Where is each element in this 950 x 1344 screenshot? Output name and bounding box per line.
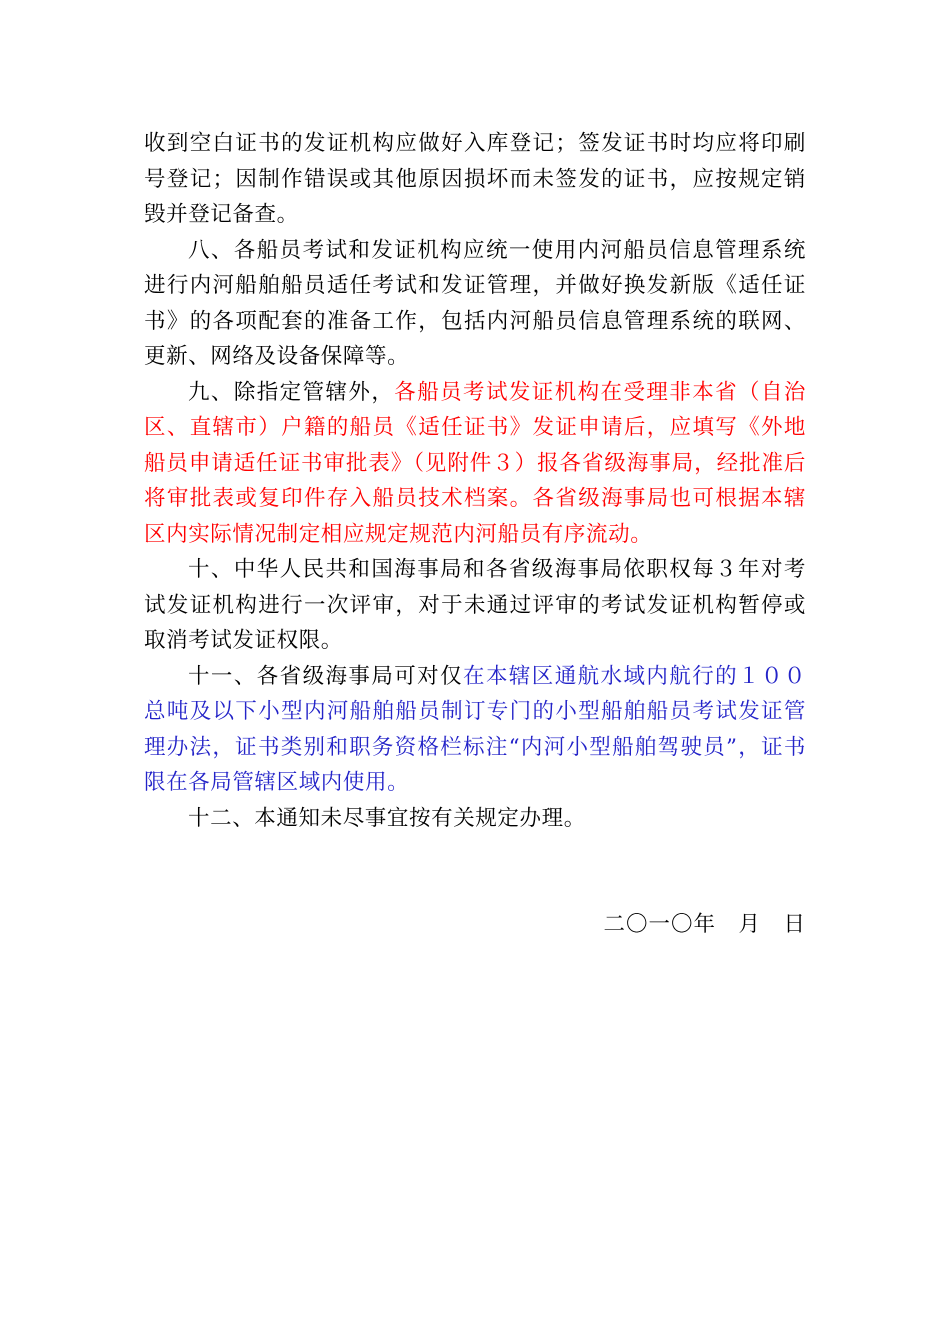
paragraph-8: 八、各船员考试和发证机构应统一使用内河船员信息管理系统进行内河船舶船员适任考试和发证管理，并做好换发新版《适任证书》的各项配套的准备工作，包括内河船员信息管理系统的联网、更新、网络及设备保障等。 [144, 237, 806, 369]
paragraph-continuation: 收到空白证书的发证机构应做好入库登记；签发证书时均应将印刷号登记；因制作错误或其他原因损坏而未签发的证书，应按规定销毁并登记备查。 [144, 131, 806, 227]
paragraph-10: 十、中华人民共和国海事局和各省级海事局依职权每３年对考试发证机构进行一次评审，对于未通过评审的考试发证机构暂停或取消考试发证权限。 [144, 557, 806, 653]
paragraph-11-blue-text: 在本辖区通航水域内航行的１００总吨及以下小型内河船舶船员制订专门的小型船舶船员考试发证管理办法，证书类别和职务资格栏标注“内河小型船舶驾驶员”，证书限在各局管辖区域内使用。 [144, 663, 806, 795]
paragraph-12: 十二、本通知未尽事宜按有关规定办理。 [188, 805, 586, 831]
paragraph-9-lead: 九、除指定管辖外， [188, 379, 395, 405]
paragraph-9-red-text: 各船员考试发证机构在受理非本省（自治区、直辖市）户籍的船员《适任证书》发证申请后，应填写《外地船员申请适任证书审批表》（见附件３）报各省级海事局，经批准后将审批表或复印件存入船员技术档案。各省级海事局也可根据本辖区内实际情况制定相应规定规范内河船员有序流动。 [144, 379, 806, 547]
paragraph-11 [144, 659, 806, 801]
date-line: 二〇一〇年 月 日 [603, 912, 806, 937]
document-body [144, 126, 806, 943]
paragraph-11-lead: 十一、各省级海事局可对仅 [188, 663, 464, 689]
paragraph-9 [144, 375, 806, 553]
